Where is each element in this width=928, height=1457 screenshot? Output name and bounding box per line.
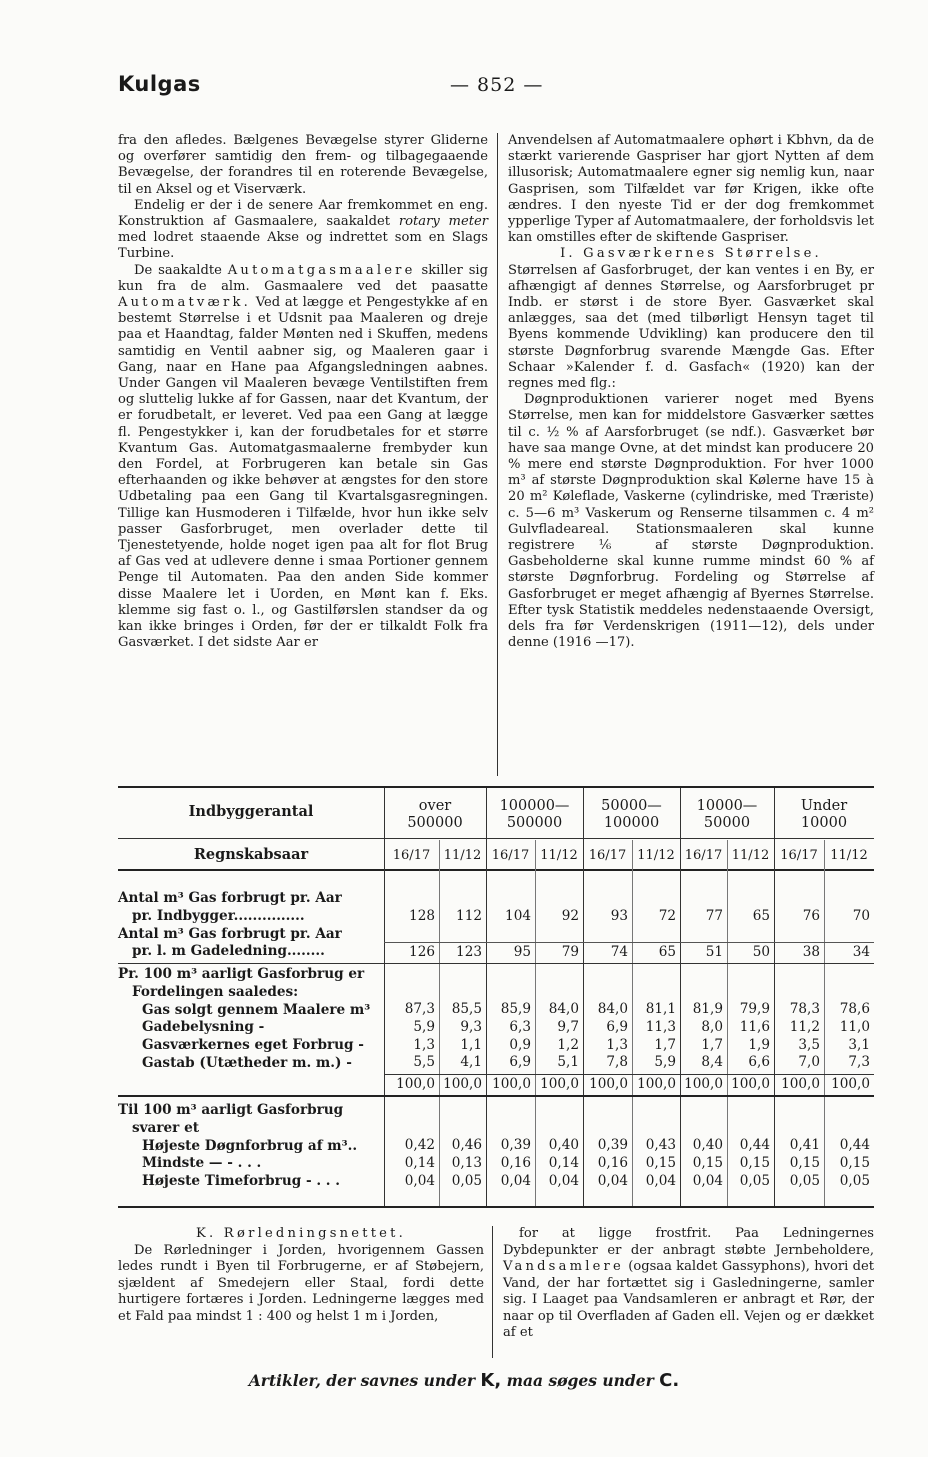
year-header-1-b: 11/12 xyxy=(540,848,578,863)
cell-distribution-row-0-col-3: 84,0 xyxy=(548,1001,579,1017)
cell-consumption-row-1-col-5: 0,15 xyxy=(645,1154,676,1171)
bottom-right-paragraph xyxy=(503,1226,874,1342)
label-antal-gadeledning-line2: pr. l. m Gadeledning........ xyxy=(132,943,325,960)
cell-distribution-total-col-5: 100,0 xyxy=(637,1076,676,1092)
label-gastab: Gastab (Utætheder m. m.) - xyxy=(142,1054,352,1071)
cell-gas-per-inhabitant-col-6: 77 xyxy=(705,908,723,924)
group-header-0 xyxy=(384,798,486,832)
group-header-2-line1: 50000— xyxy=(601,798,662,814)
label-antal-indbygger-line1: Antal m³ Gas forbrugt pr. Aar xyxy=(118,890,342,906)
cell-distribution-row-1-col-1: 9,3 xyxy=(460,1018,482,1035)
cell-gas-per-meter-main-col-6: 51 xyxy=(705,944,723,960)
year-header-3-b: 11/12 xyxy=(731,848,770,863)
label-hojeste-timeforbrug: Højeste Timeforbrug - . . . xyxy=(142,1173,341,1190)
label-til-100-line1: Til 100 m³ aarligt Gasforbrug xyxy=(118,1102,344,1118)
cell-distribution-row-2-col-7: 1,9 xyxy=(748,1036,770,1053)
label-hojeste-dognforbrug: Højeste Døgnforbrug af m³.. xyxy=(142,1137,358,1154)
cell-consumption-row-2-col-1: 0,05 xyxy=(451,1172,482,1189)
table-top-rule xyxy=(118,786,874,788)
year-header-2-b: 11/12 xyxy=(637,848,675,863)
cell-distribution-row-2-col-5: 1,7 xyxy=(654,1036,676,1053)
cell-distribution-total-col-3: 100,0 xyxy=(540,1076,579,1092)
year-header-4-b: 11/12 xyxy=(830,848,868,863)
year-header-0-b: 11/12 xyxy=(443,848,482,863)
cell-distribution-row-2-col-2: 0,9 xyxy=(509,1036,531,1053)
cell-distribution-row-0-col-4: 84,0 xyxy=(597,1001,628,1017)
cell-distribution-row-2-col-3: 1,2 xyxy=(557,1036,579,1053)
left-p2-text-a: Endelig er der i de senere Aar fremkommet en eng. Konstruktion af Gasmaalere, saakaldet xyxy=(118,197,488,230)
term-automatgasmaalere: Automatgasmaalere xyxy=(227,262,416,278)
cell-distribution-total-col-2: 100,0 xyxy=(492,1076,531,1092)
year-header-3-a: 16/17 xyxy=(684,848,723,863)
cell-consumption-row-0-col-7: 0,44 xyxy=(739,1137,770,1153)
cell-consumption-row-0-col-2: 0,39 xyxy=(500,1137,531,1153)
term-automatvaerk: Automatværk. xyxy=(118,295,251,311)
cell-consumption-row-2-col-9: 0,05 xyxy=(839,1172,870,1189)
footer-letter-k: K, xyxy=(480,1370,502,1391)
cell-distribution-row-3-col-0: 5,5 xyxy=(413,1054,435,1071)
cell-consumption-row-1-col-3: 0,14 xyxy=(548,1154,579,1171)
cell-consumption-row-0-col-1: 0,46 xyxy=(451,1137,482,1153)
cell-consumption-row-1-col-9: 0,15 xyxy=(839,1154,870,1171)
label-antal-indbygger-line2: pr. Indbygger............... xyxy=(132,907,305,924)
total-top-rule xyxy=(384,1074,874,1075)
page-number: — 852 — xyxy=(450,74,544,96)
col-header-indbyggerantal: Indbyggerantal xyxy=(188,803,314,820)
cell-distribution-total-col-9: 100,0 xyxy=(831,1076,870,1092)
block2-labels xyxy=(118,966,380,1073)
left-p3-text-b: skiller sig kun fra de alm. Gasmaalere ved det paasatte xyxy=(118,262,488,294)
cell-gas-per-inhabitant-col-4: 93 xyxy=(610,908,628,924)
right-column xyxy=(508,133,874,652)
cell-distribution-total-col-4: 100,0 xyxy=(589,1076,628,1092)
bottom-right-text-b: (ogsaa kaldet Gassyphons), hvori det Vand, der har fortættet sig i Gasledningerne, samler sig. I Laaget paa Vandsamleren er anbragt et Rør, der naar op til Overfladen af Gaden ell. Vejen og er dækket af et xyxy=(503,1259,874,1340)
cell-distribution-row-1-col-0: 5,9 xyxy=(413,1018,435,1035)
cell-consumption-row-2-col-2: 0,04 xyxy=(500,1172,531,1189)
group-header-0-line2: 500000 xyxy=(407,815,463,831)
cell-gas-per-meter-main-col-2: 95 xyxy=(513,944,531,960)
cell-distribution-row-1-col-7: 11,6 xyxy=(739,1018,770,1035)
group-header-1 xyxy=(486,798,583,832)
column-divider xyxy=(497,133,498,776)
cell-distribution-row-0-col-1: 85,5 xyxy=(451,1001,482,1017)
cell-consumption-row-2-col-7: 0,05 xyxy=(739,1172,770,1189)
group-header-3-line1: 10000— xyxy=(696,798,758,814)
group-header-1-line1: 100000— xyxy=(499,798,570,814)
group-header-3 xyxy=(680,798,774,832)
section-heading-gasvaerkernes: I. Gasværkernes Størrelse. xyxy=(560,246,822,262)
cell-gas-per-inhabitant-col-9: 70 xyxy=(852,908,870,924)
header-bottom-rule xyxy=(118,869,874,871)
group-header-2 xyxy=(583,798,680,832)
cell-distribution-total-col-7: 100,0 xyxy=(731,1076,770,1092)
right-paragraph-2: Størrelsen af Gasforbruget, der kan ventes i en By, er afhængigt af dennes Størrelse, og Aarsforbruget pr Indb. er størst i de store Byer. Gasværket skal anlægges, saa det (med tilbørligt Hensyn taget til Byens kommende Udvikling) kan producere den til største Døgnforbrug svarende Mængde Gas. Efter Schaar »Kalender f. d. Gasfach« (1920) kan der regnes med flg.: xyxy=(508,262,874,392)
header-divider-rule xyxy=(118,838,874,839)
cell-distribution-row-0-col-9: 78,6 xyxy=(839,1001,870,1017)
group-header-1-line2: 500000 xyxy=(506,815,563,831)
cell-distribution-row-1-col-2: 6,3 xyxy=(509,1018,531,1035)
cell-distribution-row-0-col-0: 87,3 xyxy=(404,1001,435,1017)
label-gas-solgt: Gas solgt gennem Maalere m³ xyxy=(142,1001,371,1018)
cell-gas-per-meter-main-col-5: 65 xyxy=(658,944,676,960)
cell-gas-per-inhabitant-col-2: 104 xyxy=(505,908,531,924)
left-paragraph-1: fra den afledes. Bælgenes Bevægelse styrer Gliderne og overfører samtidig den frem- og tilbagegaaende Bevægelse, der forandres til en roterende Bevægelse, til en Aksel og et Viserværk. xyxy=(118,133,488,197)
cell-consumption-row-2-col-8: 0,05 xyxy=(789,1172,820,1189)
label-til-100-line2: svarer et xyxy=(132,1119,199,1136)
right-paragraph-3: Døgnproduktionen varierer noget med Byens Størrelse, men kan for middelstore Gasværker sættes til c. ½ % af Aarsforbruget (se ndf.). Gasværket bør have saa mange Ovne, at det mindst kan producere 20 % mere end største Døgnproduktion. For hver 1000 m³ af største Døgnproduktion skal Kølerne have 15 à 20 m² Køleflade, Vaskerne (cylindriske, med Træriste) c. 5—6 m³ Vaskerum og Renserne tilsammen c. 4 m² Gulvfladeareal. Stationsmaaleren skal kunne registrere ⅙ af største Døgnproduktion. Gasbeholderne skal kunne rumme mindst 60 % af største Døgnforbrug. Fordeling og Størrelse af Gasforbruget er meget afhængig af Byernes Størrelse. Efter tysk Statistik meddeles nedenstaaende Oversigt, dels fra før Verdenskrigen (1911—12), dels under denne (1916 —17). xyxy=(508,392,874,651)
cell-distribution-total-col-0: 100,0 xyxy=(396,1076,435,1092)
table-bottom-rule xyxy=(118,1206,874,1208)
left-column xyxy=(118,133,488,652)
label-pr-100-line1: Pr. 100 m³ aarligt Gasforbrug er xyxy=(118,966,365,982)
group-header-4-line2: 10000 xyxy=(800,815,848,831)
cell-gas-per-inhabitant-col-8: 76 xyxy=(802,908,820,924)
cell-distribution-row-2-col-1: 1,1 xyxy=(460,1036,482,1053)
footer-text-b: maa søges under xyxy=(501,1371,660,1390)
cell-consumption-row-1-col-6: 0,15 xyxy=(692,1154,723,1171)
right-paragraph-1: Anvendelsen af Automatmaalere ophørt i Kbhvn, da de stærkt varierende Gaspriser har gjort Nytten af dem illusorisk; Automatmaalere egner sig nemlig kun, naar Gasprisen, som Tilfældet var før Krigen, ikke ofte ændres. I den nyeste Tid er der dog fremkommet ypperlige Typer af Automatmaalere, der forholdsvis let kan omstilles efter de skiftende Gaspriser. xyxy=(508,133,874,246)
cell-distribution-row-0-col-6: 81,9 xyxy=(692,1001,723,1017)
cell-distribution-row-3-col-1: 4,1 xyxy=(460,1054,482,1071)
cell-consumption-row-1-col-0: 0,14 xyxy=(404,1154,435,1171)
cell-distribution-row-2-col-4: 1,3 xyxy=(606,1036,628,1053)
cell-distribution-row-3-col-3: 5,1 xyxy=(557,1054,579,1071)
year-header-2-a: 16/17 xyxy=(588,848,627,863)
label-antal-gadeledning-line1: Antal m³ Gas forbrugt pr. Aar xyxy=(118,925,342,942)
cell-distribution-row-3-col-4: 7,8 xyxy=(606,1054,628,1071)
cell-distribution-row-1-col-8: 11,2 xyxy=(789,1018,820,1035)
cell-consumption-row-0-col-3: 0,40 xyxy=(548,1137,579,1153)
label-eget-forbrug: Gasværkernes eget Forbrug - xyxy=(142,1037,364,1054)
cell-gas-per-inhabitant-col-3: 92 xyxy=(561,908,579,924)
term-vandsamlere: Vandsamlere xyxy=(503,1259,624,1274)
cell-gas-per-meter-main-col-1: 123 xyxy=(456,944,482,960)
cell-consumption-row-2-col-3: 0,04 xyxy=(548,1172,579,1189)
cell-distribution-total-col-8: 100,0 xyxy=(781,1076,820,1092)
group-header-4 xyxy=(774,798,874,832)
cell-distribution-row-3-col-8: 7,0 xyxy=(798,1054,820,1071)
cell-distribution-row-0-col-2: 85,9 xyxy=(500,1001,531,1017)
cell-consumption-row-0-col-0: 0,42 xyxy=(404,1137,435,1153)
label-gadebelysning: Gadebelysning - xyxy=(142,1019,265,1036)
cell-distribution-row-1-col-3: 9,7 xyxy=(557,1018,579,1035)
cell-consumption-row-1-col-1: 0,13 xyxy=(451,1154,482,1171)
left-p3-text-c: Ved at lægge et Pengestykke af en bestemt Størrelse i et Udsnit paa Maaleren og dreje paa et Haandtag, falder Mønten ned i Skuffen, medens samtidig en Ventil aabner sig, og Maaleren gaar i Gang, naar en Hane paa Afgangsledningen aabnes. Under Gangen vil Maaleren bevæge Ventilstiften frem og sluttelig lukke af for Gassen, naar det Kvantum, der er forudbetalt, er leveret. Ved paa een Gang at lægge fl. Pengestykker i, kan der forudbetales for et større Kvantum Gas. Automatgasmaalerne frembyder kun den Fordel, at Forbrugeren kan betale sin Gas efterhaanden og ikke behøver at ængstes for den store Udbetaling paa een Gang til Kvartalsgasregningen. Tillige kan Husmoderen i Tilfælde, hvor hun ikke selv passer Gasforbruget, men overlader dette til Tjenestetyende, holde noget igen paa alt for flot Brug af Gas ved at udlevere denne i smaa Portioner gennem Penge til Automaten. Paa den anden Side kommer disse Maalere let i Uorden, en Mønt kan f. Eks. klemme sig fast o. l., og Gastilførslen standser da og kan ikke bringes i Orden, før der er tilkaldt Folk fra Gasværket. I det sidste Aar er xyxy=(118,295,488,651)
cell-gas-per-meter-main-col-8: 38 xyxy=(802,944,820,960)
cell-consumption-row-1-col-7: 0,15 xyxy=(739,1154,770,1171)
cell-consumption-row-2-col-5: 0,04 xyxy=(645,1172,676,1189)
cell-distribution-row-2-col-0: 1,3 xyxy=(413,1036,435,1053)
cell-consumption-row-1-col-2: 0,16 xyxy=(500,1154,531,1171)
block3-labels xyxy=(118,1102,380,1191)
cell-gas-per-meter-main-col-0: 126 xyxy=(409,944,435,960)
cell-gas-per-meter-main-col-7: 50 xyxy=(752,944,770,960)
label-pr-100-line2: Fordelingen saaledes: xyxy=(132,983,299,1000)
block1-labels xyxy=(118,890,380,961)
cell-distribution-row-1-col-6: 8,0 xyxy=(701,1018,723,1035)
cell-consumption-row-1-col-4: 0,16 xyxy=(597,1154,628,1171)
block1-row-separator xyxy=(384,942,874,943)
cell-distribution-row-2-col-6: 1,7 xyxy=(701,1036,723,1053)
cell-consumption-row-0-col-4: 0,39 xyxy=(597,1137,628,1153)
cell-gas-per-inhabitant-col-7: 65 xyxy=(752,908,770,924)
left-paragraph-3 xyxy=(118,263,488,652)
label-mindste: Mindste — - . . . xyxy=(142,1155,262,1172)
footer-letter-c: C. xyxy=(659,1370,680,1391)
bottom-right-text-a: for at ligge frostfrit. Paa Ledningernes Dybdepunkter er der anbragt støbte Jernbeholdere, xyxy=(503,1226,874,1258)
cell-distribution-row-1-col-9: 11,0 xyxy=(839,1018,870,1035)
running-head-title: Kulgas xyxy=(118,72,201,96)
cell-distribution-row-0-col-5: 81,1 xyxy=(645,1001,676,1017)
term-rotary-meter: rotary meter xyxy=(398,214,488,230)
cell-distribution-row-2-col-8: 3,5 xyxy=(798,1036,820,1053)
cell-consumption-row-0-col-6: 0,40 xyxy=(692,1137,723,1153)
left-p3-text-a: De saakaldte xyxy=(134,262,228,278)
bottom-right-column xyxy=(503,1226,874,1342)
cell-consumption-row-2-col-4: 0,04 xyxy=(597,1172,628,1189)
cell-gas-per-inhabitant-col-1: 112 xyxy=(456,908,482,924)
cell-consumption-row-2-col-6: 0,04 xyxy=(692,1172,723,1189)
cell-distribution-row-0-col-8: 78,3 xyxy=(789,1001,820,1017)
footer-text-a: Artikler, der savnes under xyxy=(248,1371,481,1390)
group-header-0-line1: over xyxy=(418,798,452,814)
bottom-left-column xyxy=(118,1226,484,1325)
cell-distribution-total-col-6: 100,0 xyxy=(684,1076,723,1092)
cell-gas-per-meter-main-col-4: 74 xyxy=(610,944,628,960)
cell-distribution-total-col-1: 100,0 xyxy=(443,1076,482,1092)
cell-distribution-row-2-col-9: 3,1 xyxy=(848,1036,870,1053)
footer-note xyxy=(0,1370,928,1391)
cell-gas-per-inhabitant-col-5: 72 xyxy=(658,908,676,924)
cell-distribution-row-3-col-6: 8,4 xyxy=(701,1054,723,1071)
left-p2-text-b: med lodret staaende Akse og indrettet som en Slags Turbine. xyxy=(118,230,488,262)
cell-consumption-row-2-col-0: 0,04 xyxy=(404,1172,435,1189)
cell-consumption-row-0-col-8: 0,41 xyxy=(789,1137,820,1153)
cell-gas-per-meter-main-col-9: 34 xyxy=(852,944,870,960)
cell-gas-per-inhabitant-col-0: 128 xyxy=(409,908,435,924)
cell-consumption-row-0-col-9: 0,44 xyxy=(839,1137,870,1153)
cell-distribution-row-3-col-2: 6,9 xyxy=(509,1054,531,1071)
section-heading-rorledningsnettet: K. Rørledningsnettet. xyxy=(196,1226,406,1241)
cell-distribution-row-1-col-4: 6,9 xyxy=(606,1018,628,1035)
group-header-3-line2: 50000 xyxy=(703,815,751,831)
cell-consumption-row-1-col-8: 0,15 xyxy=(789,1154,820,1171)
cell-gas-per-meter-main-col-3: 79 xyxy=(561,944,579,960)
row-header-regnskabsaar: Regnskabsaar xyxy=(193,846,309,863)
left-paragraph-2 xyxy=(118,198,488,263)
cell-distribution-row-3-col-7: 6,6 xyxy=(748,1054,770,1071)
cell-consumption-row-0-col-5: 0,43 xyxy=(645,1137,676,1153)
group-header-4-line1: Under xyxy=(800,798,848,814)
block1-bottom-rule xyxy=(118,963,874,964)
bottom-left-paragraph: De Rørledninger i Jorden, hvorigennem Gassen ledes rundt i Byen til Forbrugerne, er af Støbejern, sjældent af Smedejern eller Staal, fordi dette hurtigere fortæres i Jorden. Ledningerne lægges med et Fald paa mindst 1 : 400 og helst 1 m i Jorden, xyxy=(118,1242,484,1324)
cell-distribution-row-3-col-5: 5,9 xyxy=(654,1054,676,1071)
cell-distribution-row-0-col-7: 79,9 xyxy=(739,1001,770,1017)
group-header-2-line2: 100000 xyxy=(603,815,660,831)
block2-bottom-rule xyxy=(118,1095,874,1097)
year-header-0-a: 16/17 xyxy=(392,848,431,863)
cell-distribution-row-3-col-9: 7,3 xyxy=(848,1054,870,1071)
cell-distribution-row-1-col-5: 11,3 xyxy=(645,1018,676,1035)
year-header-1-a: 16/17 xyxy=(491,848,530,863)
bottom-column-divider xyxy=(492,1226,493,1358)
year-header-4-a: 16/17 xyxy=(780,848,818,863)
